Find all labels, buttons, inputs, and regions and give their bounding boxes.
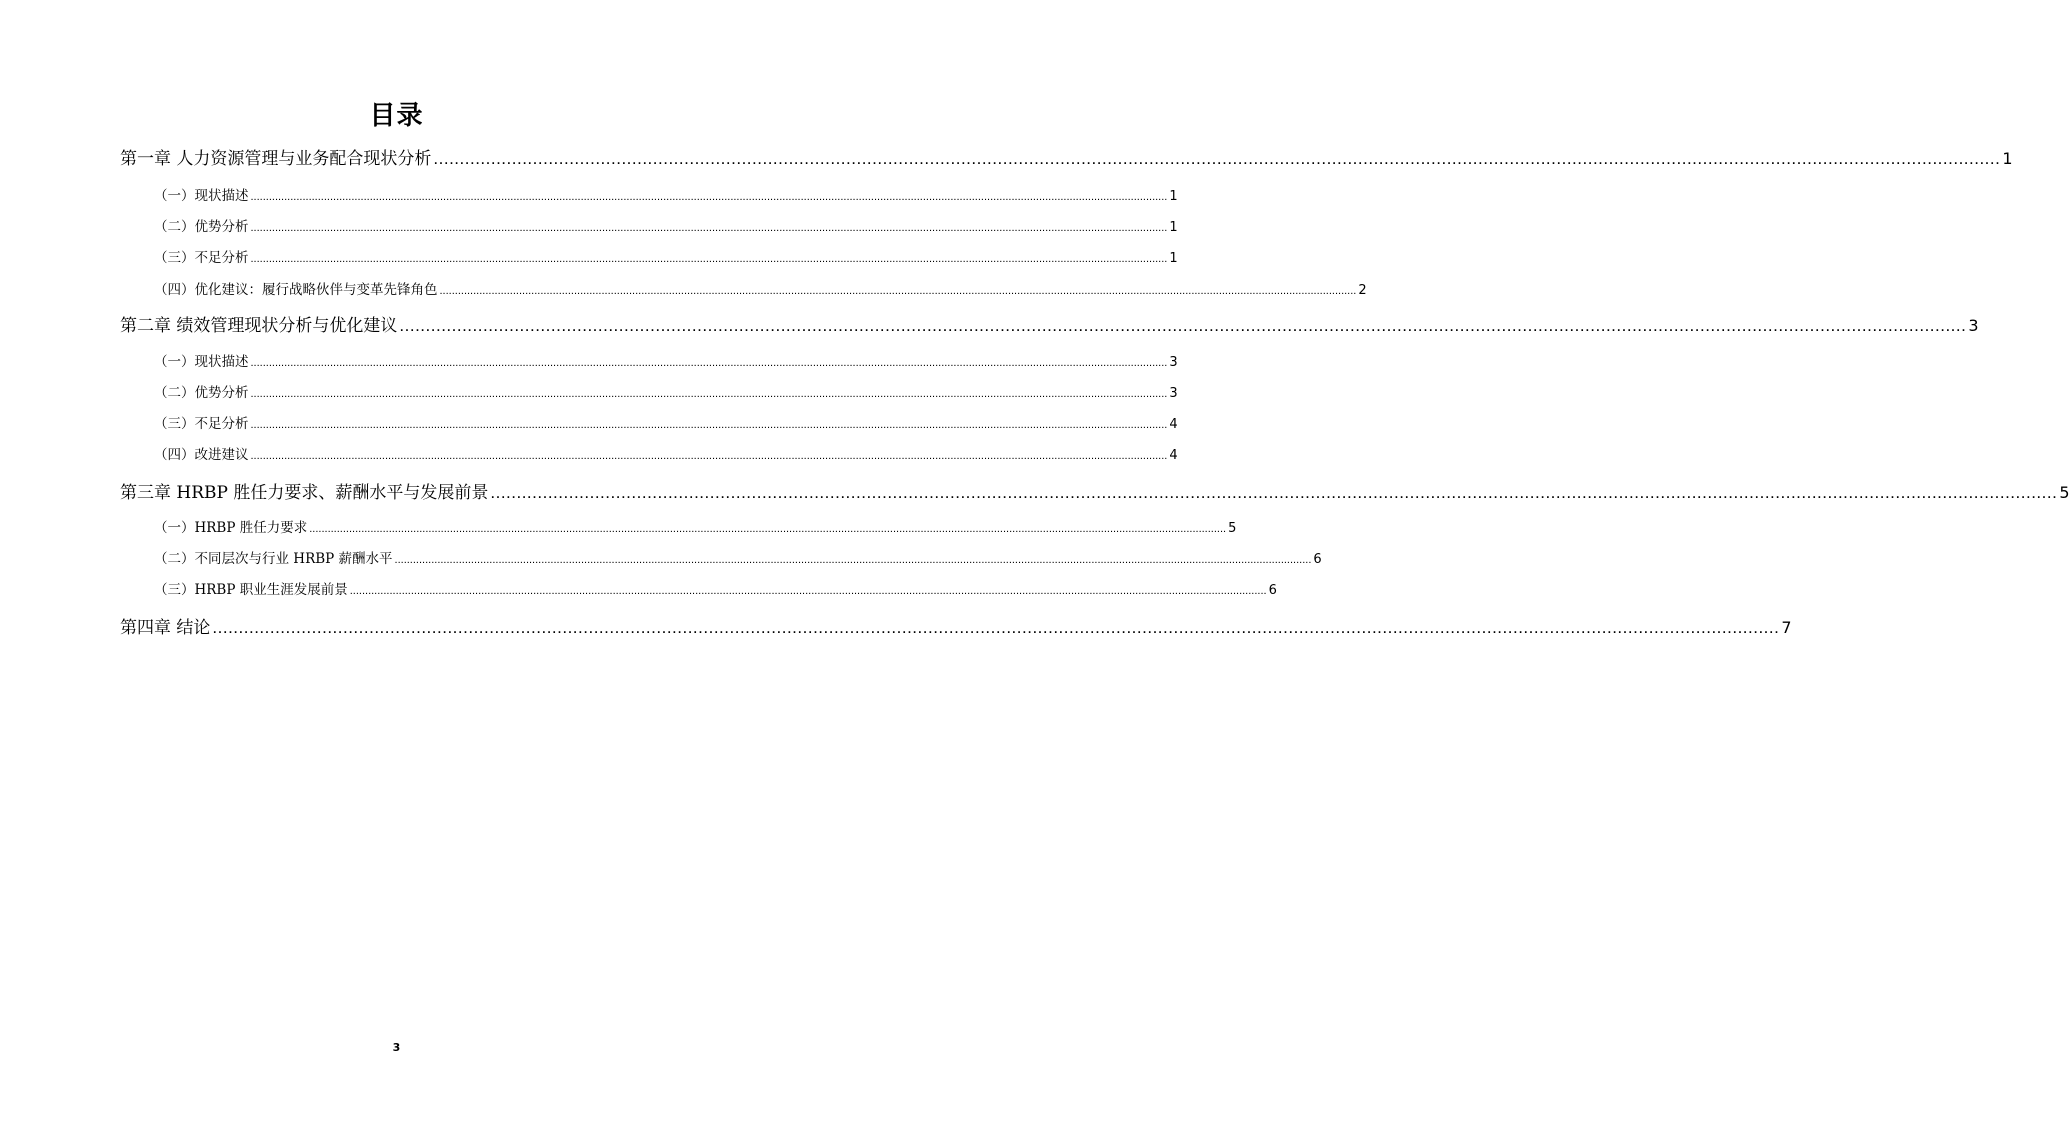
toc-entry-section[interactable] <box>154 581 1277 600</box>
toc-entry-label: 第一章 人力资源管理与业务配合现状分析 <box>120 149 432 169</box>
toc-entry-label: （一）现状描述 <box>154 354 249 370</box>
toc-entry-label: （三）不足分析 <box>154 250 249 266</box>
toc-entry-section[interactable] <box>154 353 1178 372</box>
toc-entry-section[interactable] <box>154 415 1178 434</box>
toc-entry-page: 1 <box>1169 251 1178 266</box>
toc-entry-section[interactable] <box>154 281 1367 300</box>
toc-leader-dots: ............................................................................................................................................................................................................................................................................................................ <box>250 191 1168 203</box>
toc-entry-page: 1 <box>1169 220 1178 235</box>
toc-entry-label: （二）优势分析 <box>154 219 249 235</box>
toc-leader-dots: ............................................................................................................................................................................................................................................................................................................ <box>309 523 1227 535</box>
toc-entry-page: 3 <box>1169 355 1178 370</box>
toc-entry-page: 7 <box>1781 618 1792 637</box>
toc-title: 目录 <box>369 101 424 131</box>
toc-entry-page: 2 <box>1358 283 1367 298</box>
toc-leader-dots: ............................................................................................................................................................................................................................................................................................................ <box>439 285 1357 297</box>
toc-entry-label: 第二章 绩效管理现状分析与优化建议 <box>120 316 398 336</box>
toc-entry-chapter-4[interactable] <box>120 617 1792 639</box>
toc-entry-label: 第三章 HRBP 胜任力要求、薪酬水平与发展前景 <box>120 483 489 503</box>
toc-entry-section[interactable] <box>154 446 1178 465</box>
toc-entry-page: 6 <box>1268 583 1277 598</box>
page-number: 3 <box>392 1041 401 1054</box>
toc-leader-dots: ............................................................................................................................................................................................................................................................................................................ <box>250 253 1168 265</box>
toc-entry-section[interactable] <box>154 187 1178 206</box>
toc-entry-page: 3 <box>1169 386 1178 401</box>
toc-entry-label: （三）HRBP 职业生涯发展前景 <box>154 582 348 598</box>
toc-leader-dots: ............................................................................................................................................................................................................................................................................................................ <box>250 222 1168 234</box>
toc-leader-dots: ............................................................................................................................................................................................................................................................................................................ <box>250 357 1168 369</box>
toc-entry-section[interactable] <box>154 384 1178 403</box>
toc-entry-label: （一）HRBP 胜任力要求 <box>154 520 308 536</box>
toc-entry-page: 3 <box>1968 316 1979 335</box>
toc-entry-section[interactable] <box>154 249 1178 268</box>
toc-entry-section[interactable] <box>154 218 1178 237</box>
toc-entry-chapter-1[interactable] <box>120 148 2013 170</box>
toc-entry-label: 第四章 结论 <box>120 618 211 638</box>
toc-entry-label: （二）不同层次与行业 HRBP 薪酬水平 <box>154 551 393 567</box>
toc-entry-page: 1 <box>2002 149 2013 168</box>
toc-leader-dots: ............................................................................................................................................................................................................................................................................................................ <box>349 585 1267 597</box>
toc-leader-dots: ............................................................................................................................................................................................................................................................................................................ <box>433 149 2001 168</box>
toc-leader-dots: ............................................................................................................................................................................................................................................................................................................ <box>399 316 1967 335</box>
toc-leader-dots: ............................................................................................................................................................................................................................................................................................................ <box>250 419 1168 431</box>
toc-leader-dots: ............................................................................................................................................................................................................................................................................................................ <box>394 554 1312 566</box>
toc-entry-page: 1 <box>1169 189 1178 204</box>
toc-entry-chapter-2[interactable] <box>120 315 1979 337</box>
toc-entry-section[interactable] <box>154 550 1322 569</box>
toc-entry-page: 5 <box>1228 521 1237 536</box>
toc-entry-page: 6 <box>1313 552 1322 567</box>
toc-entry-page: 5 <box>2059 483 2070 502</box>
toc-leader-dots: ............................................................................................................................................................................................................................................................................................................ <box>250 450 1168 462</box>
toc-entry-label: （四）改进建议 <box>154 447 249 463</box>
toc-leader-dots: ............................................................................................................................................................................................................................................................................................................ <box>490 483 2058 502</box>
toc-entry-chapter-3[interactable] <box>120 482 2070 504</box>
toc-entry-page: 4 <box>1169 448 1178 463</box>
toc-leader-dots: ............................................................................................................................................................................................................................................................................................................ <box>212 618 1780 637</box>
toc-entry-label: （四）优化建议：履行战略伙伴与变革先锋角色 <box>154 282 438 298</box>
toc-entry-label: （一）现状描述 <box>154 188 249 204</box>
toc-entry-label: （三）不足分析 <box>154 416 249 432</box>
toc-leader-dots: ............................................................................................................................................................................................................................................................................................................ <box>250 388 1168 400</box>
toc-entry-label: （二）优势分析 <box>154 385 249 401</box>
toc-entry-page: 4 <box>1169 417 1178 432</box>
toc-entry-section[interactable] <box>154 519 1237 538</box>
